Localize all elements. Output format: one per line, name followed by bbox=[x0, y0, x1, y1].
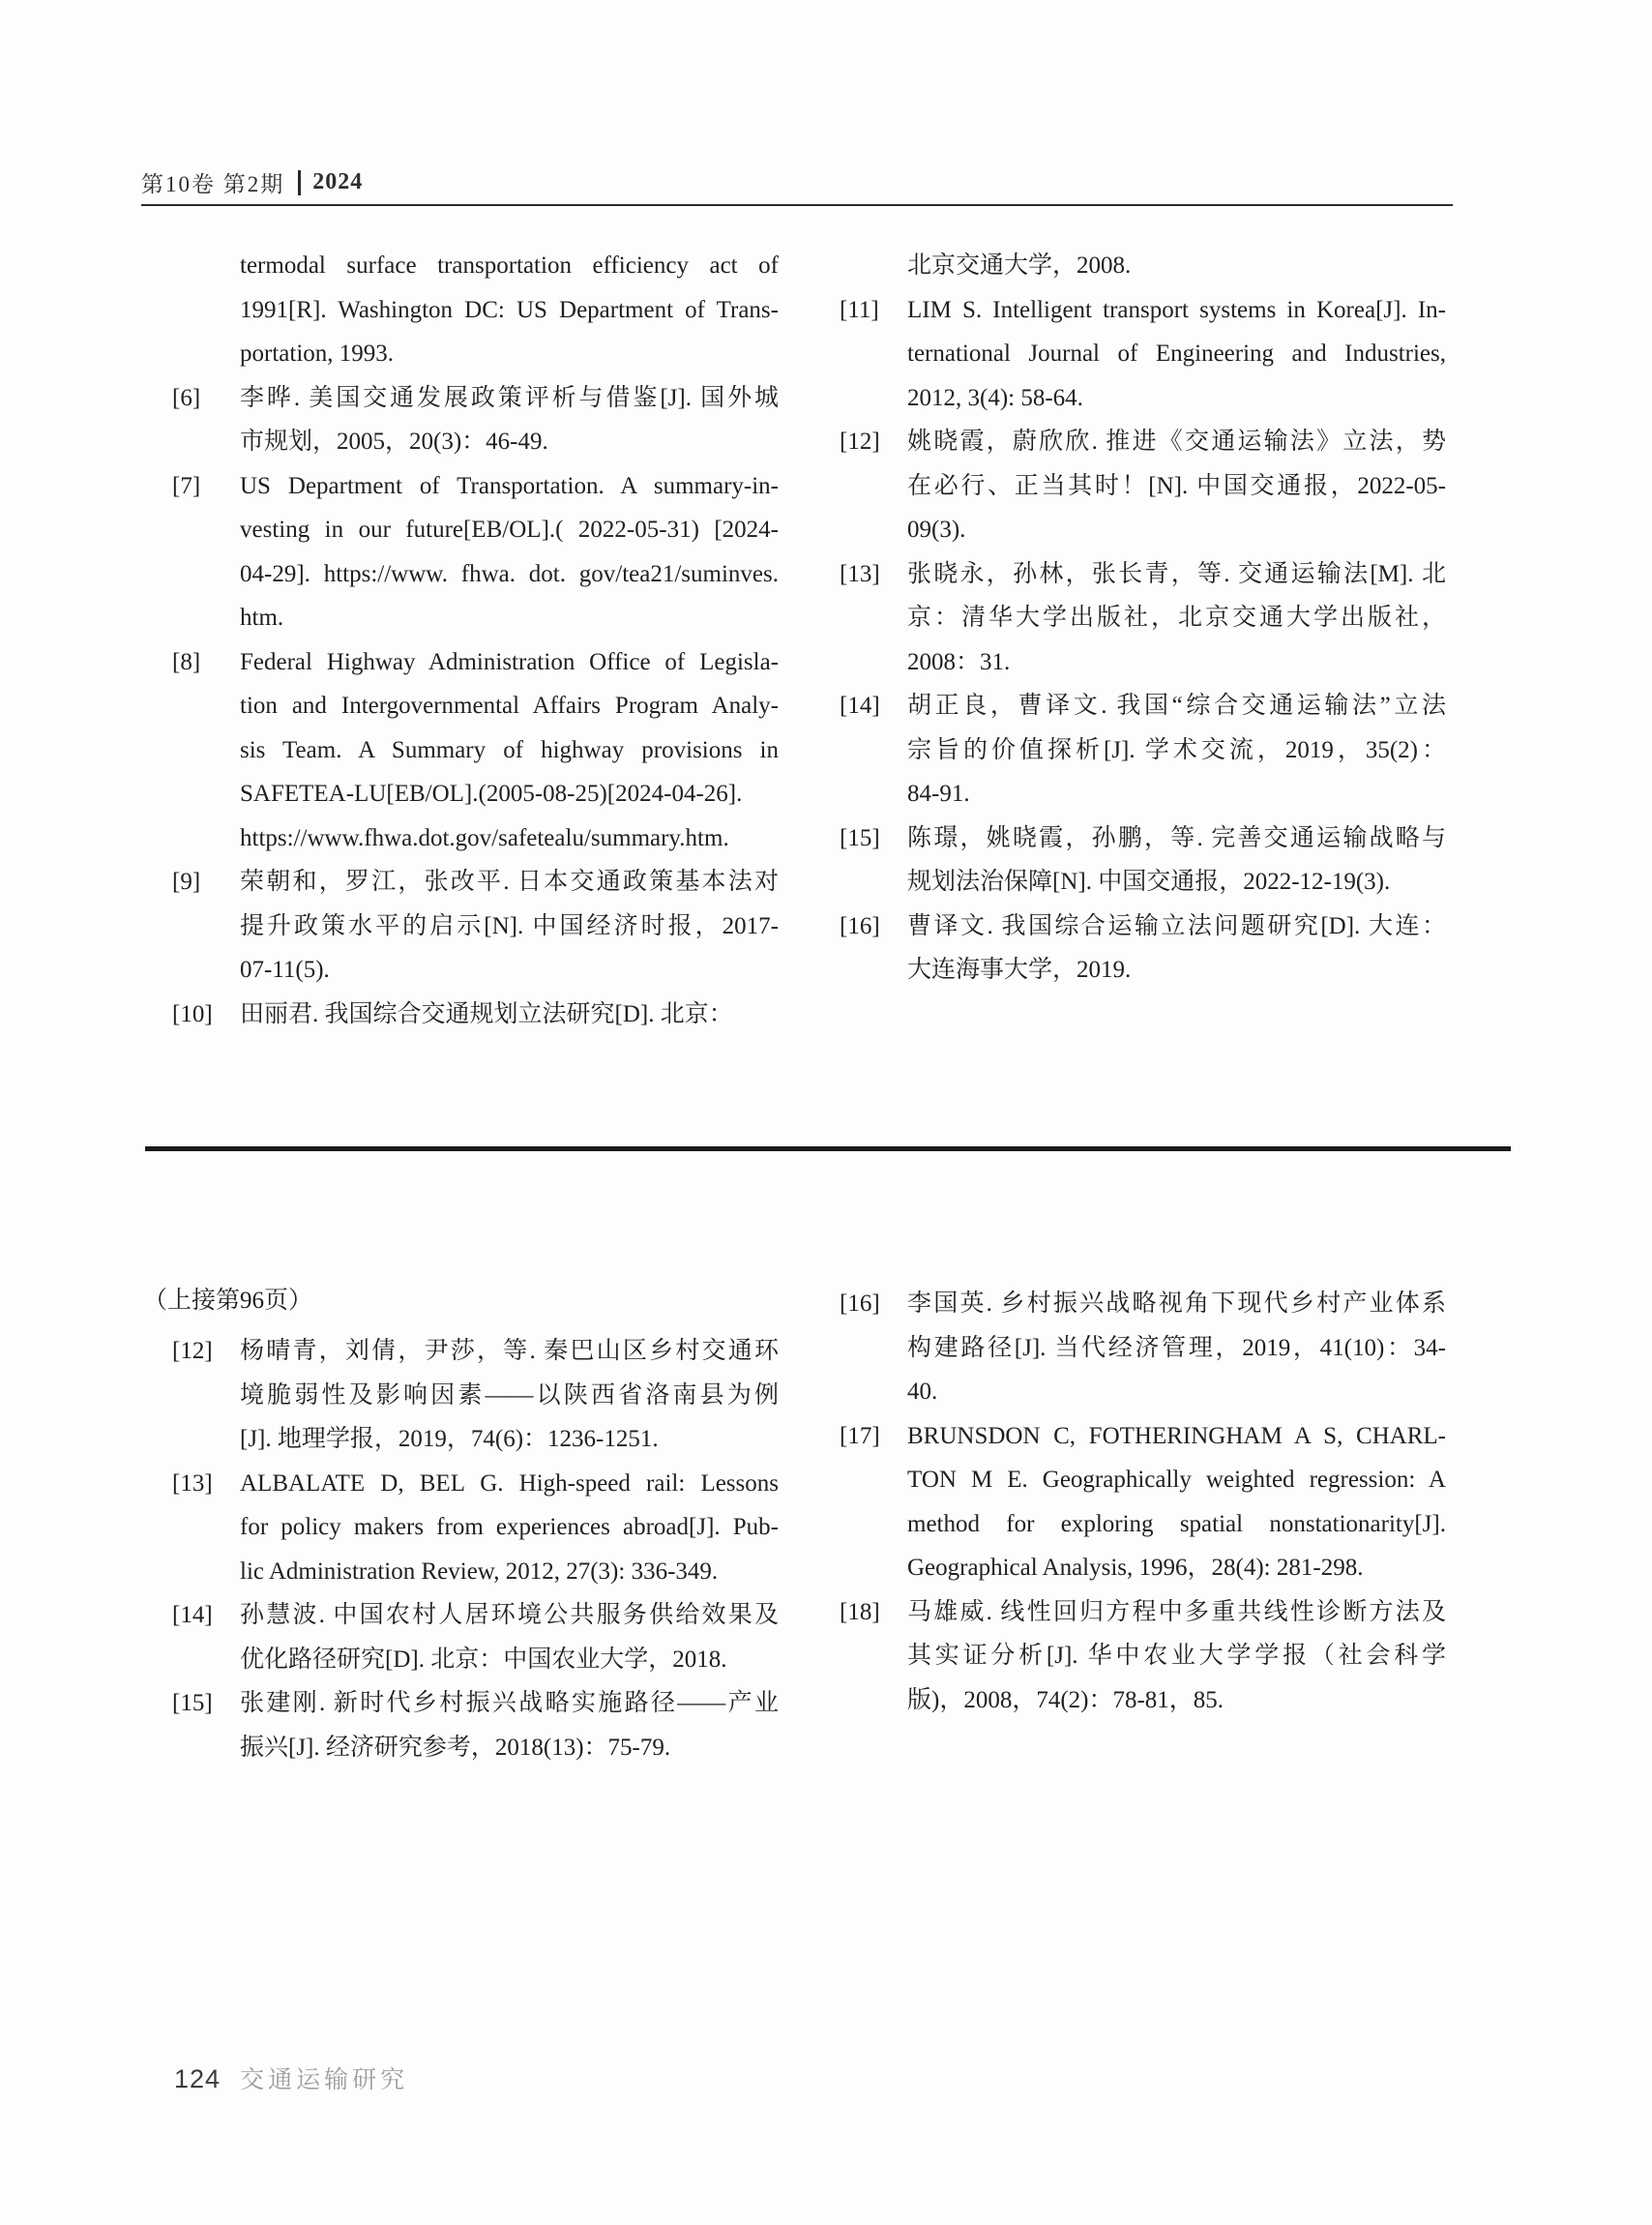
references-top-left-column bbox=[172, 244, 779, 1036]
reference-line: 荣朝和，罗江，张改平. 日本交通政策基本法对 bbox=[240, 869, 779, 895]
references-bottom-right-column bbox=[840, 1282, 1446, 1722]
reference-number: [8] bbox=[172, 648, 201, 675]
reference-line: termodal surface transportation efficiency act of bbox=[240, 252, 779, 279]
reference-line: portation, 1993. bbox=[240, 341, 395, 367]
reference-line: Federal Highway Administration Office of Legisla- bbox=[240, 648, 779, 675]
reference-line: 张晓永，孙林，张长青，等. 交通运输法[M]. 北 bbox=[907, 560, 1446, 587]
reference-text bbox=[240, 376, 779, 464]
reference-text bbox=[240, 464, 779, 640]
reference-line: BRUNSDON C, FOTHERINGHAM A S, CHARL- bbox=[907, 1422, 1446, 1449]
reference-line: https://www.fhwa.dot.gov/safetealu/summary.htm. bbox=[240, 824, 729, 851]
reference-number: [12] bbox=[172, 1338, 213, 1364]
reference-number: [15] bbox=[172, 1690, 213, 1716]
reference-number: [14] bbox=[172, 1602, 213, 1628]
reference-line: 规划法治保障[N]. 中国交通报，2022-12-19(3). bbox=[907, 869, 1391, 895]
reference-line: US Department of Transportation. A summary-in- bbox=[240, 472, 779, 499]
header-separator-bar bbox=[298, 170, 301, 195]
reference-text bbox=[907, 1282, 1446, 1414]
reference-number: [16] bbox=[840, 912, 880, 939]
reference-number: [9] bbox=[172, 869, 201, 895]
references-top-right-column bbox=[840, 244, 1446, 993]
reference-number bbox=[840, 244, 907, 288]
reference-entry bbox=[840, 684, 1446, 816]
reference-line: 大连海事大学，2019. bbox=[907, 957, 1132, 983]
reference-entry bbox=[172, 376, 779, 464]
reference-line: 市规划，2005，20(3)：46-49. bbox=[240, 429, 548, 455]
reference-line: 田丽君. 我国综合交通规划立法研究[D]. 北京： bbox=[240, 1000, 733, 1027]
reference-line: 振兴[J]. 经济研究参考，2018(13)：75-79. bbox=[240, 1734, 671, 1761]
reference-line: 杨晴青，刘倩，尹莎，等. 秦巴山区乡村交通环 bbox=[240, 1338, 779, 1364]
reference-number: [14] bbox=[840, 693, 880, 719]
reference-line: Geographical Analysis, 1996，28(4): 281-298. bbox=[907, 1555, 1364, 1581]
reference-number: [11] bbox=[840, 296, 879, 323]
reference-text bbox=[907, 1590, 1446, 1723]
reference-line: ALBALATE D, BEL G. High-speed rail: Lessons bbox=[240, 1469, 779, 1497]
reference-text bbox=[907, 905, 1446, 993]
reference-line: 陈璟，姚晓霞，孙鹏，等. 完善交通运输战略与 bbox=[907, 824, 1446, 851]
references-bottom-left-column bbox=[172, 1329, 779, 1769]
reference-entry bbox=[172, 993, 779, 1037]
reference-line: 2008：31. bbox=[907, 648, 1011, 675]
reference-entry bbox=[172, 860, 779, 993]
reference-line: sis Team. A Summary of highway provisions in bbox=[240, 736, 779, 763]
reference-line: 其实证分析[J]. 华中农业大学学报（社会科学 bbox=[907, 1643, 1446, 1669]
reference-line: 张建刚. 新时代乡村振兴战略实施路径——产业 bbox=[240, 1690, 779, 1716]
reference-line: for policy makers from experiences abroad[J]. Pub- bbox=[240, 1514, 779, 1540]
reference-line: SAFETEA-LU[EB/OL].(2005-08-25)[2024-04-26]. bbox=[240, 781, 743, 807]
reference-line: 07-11(5). bbox=[240, 957, 330, 983]
reference-line: 构建路径[J]. 当代经济管理，2019，41(10)：34- bbox=[907, 1334, 1446, 1361]
reference-line: 曹译文. 我国综合运输立法问题研究[D]. 大连： bbox=[907, 912, 1446, 939]
reference-entry bbox=[840, 420, 1446, 552]
reference-entry bbox=[840, 552, 1446, 685]
reference-entry bbox=[840, 1590, 1446, 1723]
reference-line: 84-91. bbox=[907, 781, 970, 807]
reference-text bbox=[907, 684, 1446, 816]
reference-line: 境脆弱性及影响因素——以陕西省洛南县为例 bbox=[240, 1381, 779, 1409]
reference-text bbox=[907, 288, 1446, 421]
footer-journal-name: 交通运输研究 bbox=[240, 2066, 409, 2093]
reference-text bbox=[240, 1681, 779, 1769]
reference-text bbox=[240, 860, 779, 993]
volume-issue-label: 第10卷 第2期 bbox=[141, 172, 285, 196]
reference-line: 姚晓霞，蔚欣欣. 推进《交通运输法》立法，势 bbox=[907, 429, 1446, 455]
reference-line: LIM S. Intelligent transport systems in Korea[J]. In- bbox=[907, 296, 1446, 323]
header-year: 2024 bbox=[312, 169, 364, 194]
reference-number: [18] bbox=[840, 1598, 880, 1625]
reference-line: 2012, 3(4): 58-64. bbox=[907, 384, 1083, 411]
reference-line: vesting in our future[EB/OL].( 2022-05-31) [2024- bbox=[240, 517, 779, 543]
reference-number: [13] bbox=[172, 1469, 213, 1497]
reference-number: [16] bbox=[840, 1290, 880, 1317]
reference-line: 孙慧波. 中国农村人居环境公共服务供给效果及 bbox=[240, 1602, 779, 1628]
reference-entry bbox=[172, 1681, 779, 1769]
reference-line: tion and Intergovernmental Affairs Program Analy- bbox=[240, 693, 779, 719]
reference-line: 版)，2008，74(2)：78-81，85. bbox=[907, 1686, 1224, 1713]
reference-line: 1991[R]. Washington DC: US Department of Trans- bbox=[240, 296, 779, 323]
reference-entry bbox=[172, 1462, 779, 1594]
reference-line: 李国英. 乡村振兴战略视角下现代乡村产业体系 bbox=[907, 1290, 1446, 1317]
reference-entry bbox=[840, 905, 1446, 993]
reference-number: [17] bbox=[840, 1422, 880, 1449]
reference-line: htm. bbox=[240, 605, 284, 631]
reference-text bbox=[240, 1462, 779, 1594]
reference-entry bbox=[172, 464, 779, 640]
reference-entry bbox=[840, 244, 1446, 288]
reference-number bbox=[172, 244, 240, 376]
section-divider-rule bbox=[145, 1146, 1511, 1151]
continuation-note: （上接第96页） bbox=[143, 1288, 313, 1314]
reference-line: 李晔. 美国交通发展政策评析与借鉴[J]. 国外城 bbox=[240, 384, 779, 411]
reference-entry bbox=[172, 1593, 779, 1681]
page-header bbox=[141, 166, 363, 198]
reference-number: [7] bbox=[172, 472, 201, 499]
reference-text bbox=[240, 1593, 779, 1681]
reference-line: [J]. 地理学报，2019，74(6)：1236-1251. bbox=[240, 1426, 659, 1452]
page-footer bbox=[174, 2061, 408, 2095]
reference-line: 40. bbox=[907, 1379, 938, 1405]
reference-entry bbox=[840, 816, 1446, 905]
reference-text bbox=[907, 552, 1446, 685]
footer-page-number: 124 bbox=[174, 2064, 221, 2093]
reference-line: 京：清华大学出版社，北京交通大学出版社， bbox=[907, 605, 1446, 631]
reference-line: 提升政策水平的启示[N]. 中国经济时报，2017- bbox=[240, 912, 779, 939]
reference-text bbox=[240, 244, 779, 376]
reference-line: 胡正良，曹译文. 我国“综合交通运输法”立法 bbox=[907, 693, 1446, 719]
reference-text bbox=[907, 244, 1446, 288]
header-rule bbox=[141, 204, 1453, 206]
reference-line: 北京交通大学，2008. bbox=[907, 252, 1132, 279]
reference-text bbox=[907, 816, 1446, 905]
reference-text bbox=[240, 1329, 779, 1462]
reference-text bbox=[907, 420, 1446, 552]
reference-entry bbox=[840, 1282, 1446, 1414]
reference-line: lic Administration Review, 2012, 27(3): 336-349. bbox=[240, 1558, 719, 1585]
reference-line: 宗旨的价值探析[J]. 学术交流，2019，35(2)： bbox=[907, 736, 1446, 763]
reference-number: [12] bbox=[840, 429, 880, 455]
reference-line: 04-29]. https://www. fhwa. dot. gov/tea21/suminves. bbox=[240, 560, 779, 587]
reference-entry bbox=[172, 244, 779, 376]
reference-line: ternational Journal of Engineering and Industries, bbox=[907, 341, 1446, 367]
reference-number: [15] bbox=[840, 824, 880, 851]
reference-number: [6] bbox=[172, 384, 201, 411]
reference-line: 09(3). bbox=[907, 517, 966, 543]
reference-line: 在必行、正当其时！[N]. 中国交通报，2022-05- bbox=[907, 472, 1446, 499]
reference-number: [10] bbox=[172, 1000, 213, 1027]
reference-line: method for exploring spatial nonstationarity[J]. bbox=[907, 1510, 1446, 1537]
reference-line: TON M E. Geographically weighted regression: A bbox=[907, 1467, 1446, 1493]
reference-entry bbox=[172, 640, 779, 861]
reference-entry bbox=[172, 1329, 779, 1462]
reference-entry bbox=[840, 1414, 1446, 1590]
reference-text bbox=[907, 1414, 1446, 1590]
reference-number: [13] bbox=[840, 560, 880, 587]
reference-line: 马雄威. 线性回归方程中多重共线性诊断方法及 bbox=[907, 1598, 1446, 1625]
reference-line: 优化路径研究[D]. 北京：中国农业大学，2018. bbox=[240, 1646, 727, 1673]
reference-text bbox=[240, 993, 779, 1037]
reference-entry bbox=[840, 288, 1446, 421]
reference-text bbox=[240, 640, 779, 861]
